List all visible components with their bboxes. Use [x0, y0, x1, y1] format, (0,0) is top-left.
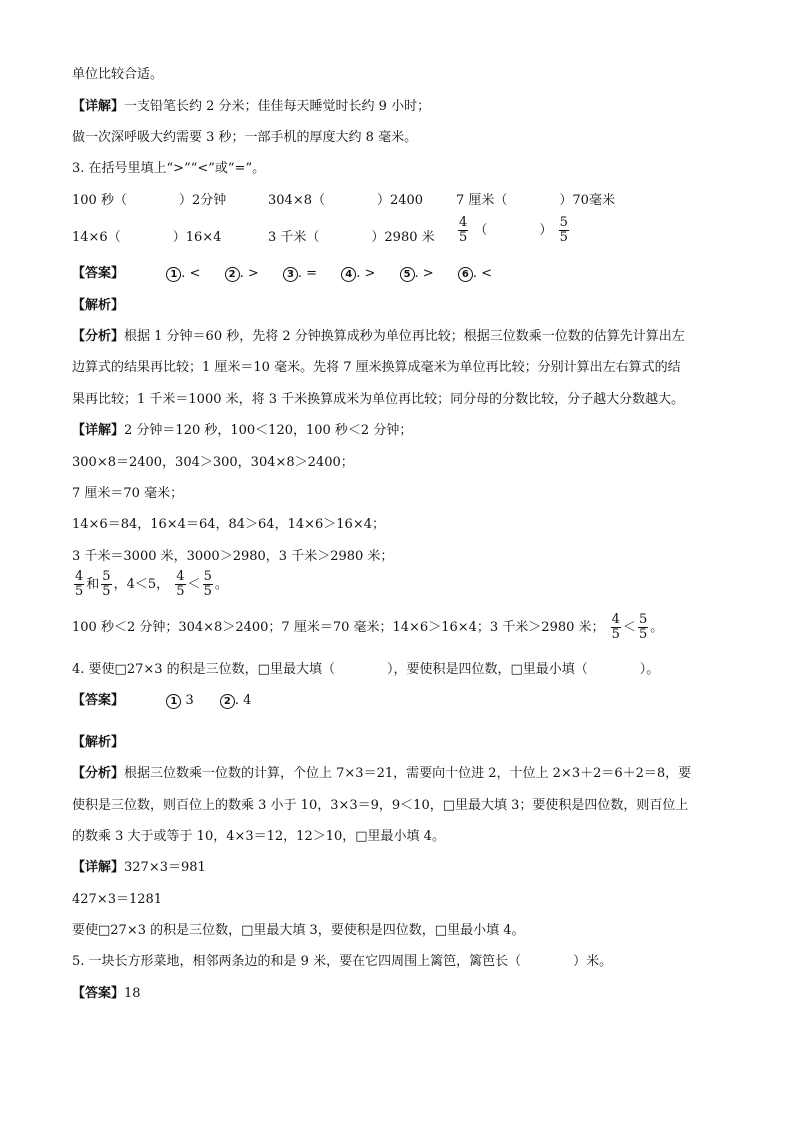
q3-item: 304×8（ ）2400 — [268, 193, 424, 208]
text-line: 果再比较；1 千米＝1000 米，将 3 千米换算成米为单位再比较；同分母的分数比较，分子越大分数越大。 — [72, 392, 685, 407]
text-line: 边算式的结果再比较；1 厘米＝10 毫米。先将 7 厘米换算成毫米为单位再比较；分别计算出左右算式的结 — [72, 360, 681, 375]
fraction: $\frac{5}{5}$ — [559, 215, 568, 245]
text-line: 【详解】2 分钟＝120 秒，100＜120，100 秒＜2 分钟； — [72, 423, 413, 438]
text-line: 的数乘 3 大于或等于 10，4×3＝12，12＞10，□里最小填 4。 — [72, 829, 445, 844]
answer-tag: 【答案】 — [72, 266, 125, 281]
text-line: 【详解】327×3＝981 — [72, 860, 206, 875]
text-line: 做一次深呼吸大约需要 3 秒；一部手机的厚度大约 8 毫米。 — [72, 130, 418, 145]
q3-item: 3 千米（ ）2980 米 — [268, 230, 435, 245]
answer-line: 【答案】 1 3 2 . 4 — [72, 693, 252, 708]
analysis-tag: 【解析】 — [72, 735, 125, 750]
detail-tag: 【详解】 — [72, 99, 125, 114]
detail-text: 一支铅笔长约 2 分米；佳佳每天睡觉时长约 9 小时； — [124, 99, 431, 114]
text-line: 要使□27×3 的积是三位数，□里最大填 3，要使积是四位数，□里最小填 4。 — [72, 923, 525, 938]
answer-list: 1 . < 2 . > 3 . = 4 . > 5 . > 6 . < — [166, 265, 512, 283]
text-line: 使积是三位数，则百位上的数乘 3 小于 10，3×3＝9，9＜10，□里最大填 3；要使积是四位数，则百位上 — [72, 798, 689, 813]
question-4-title: 4. 要使□27×3 的积是三位数，□里最大填（ ），要使积是四位数，□里最小填（ ）。 — [72, 662, 660, 677]
fraction: $\frac{4}{5}$ — [459, 215, 468, 245]
answer-line: 【答案】18 — [72, 986, 141, 1001]
text-line: 14×6＝84，16×4＝64，84＞64，14×6＞16×4； — [72, 517, 385, 532]
q3-item: 7 厘米（ ）70毫米 — [456, 193, 615, 208]
text-line: 【分析】根据 1 分钟＝60 秒，先将 2 分钟换算成秒为单位再比较；根据三位数乘一位数的估算先计算出左 — [72, 329, 685, 344]
text-line: 427×3＝1281 — [72, 892, 163, 907]
question-5-title: 5. 一块长方形菜地，相邻两条边的和是 9 米，要在它四周围上篱笆，篱笆长（ ）米。 — [72, 954, 613, 969]
summary-line: 100 秒＜2 分钟；304×8＞2400；7 厘米＝70 毫米；14×6＞16×4；3 千米＞2980 米； $\frac{4}{5}$ ＜ $\frac{5}{5}$ 。 — [72, 612, 664, 642]
fraction-line: $\frac{4}{5}$ 和 $\frac{5}{5}$ ，4＜5， $\frac{4}{5}$ ＜ $\frac{5}{5}$ 。 — [75, 569, 228, 599]
q3-fraction-item: $\frac{4}{5}$ （ ） $\frac{5}{5}$ — [459, 215, 568, 245]
question-3-title: 3. 在括号里填上“>”“<”或“=”。 — [72, 161, 266, 176]
analysis-tag: 【解析】 — [72, 298, 125, 313]
answer-line — [72, 265, 512, 283]
q3-item: 14×6（ ）16×4 — [72, 230, 222, 245]
text-line: 3 千米＝3000 米，3000＞2980，3 千米＞2980 米； — [72, 549, 394, 564]
text-line: 300×8＝2400，304＞300，304×8＞2400； — [72, 455, 354, 470]
text-line: 【分析】根据三位数乘一位数的计算，个位上 7×3＝21，需要向十位进 2，十位上 2×3＋2＝6＋2＝8，要 — [72, 766, 692, 781]
q3-item: 100 秒（ ）2分钟 — [72, 193, 227, 208]
text-line — [72, 98, 430, 116]
text-line: 单位比较合适。 — [72, 67, 164, 82]
text-line: 7 厘米＝70 毫米； — [72, 486, 184, 501]
